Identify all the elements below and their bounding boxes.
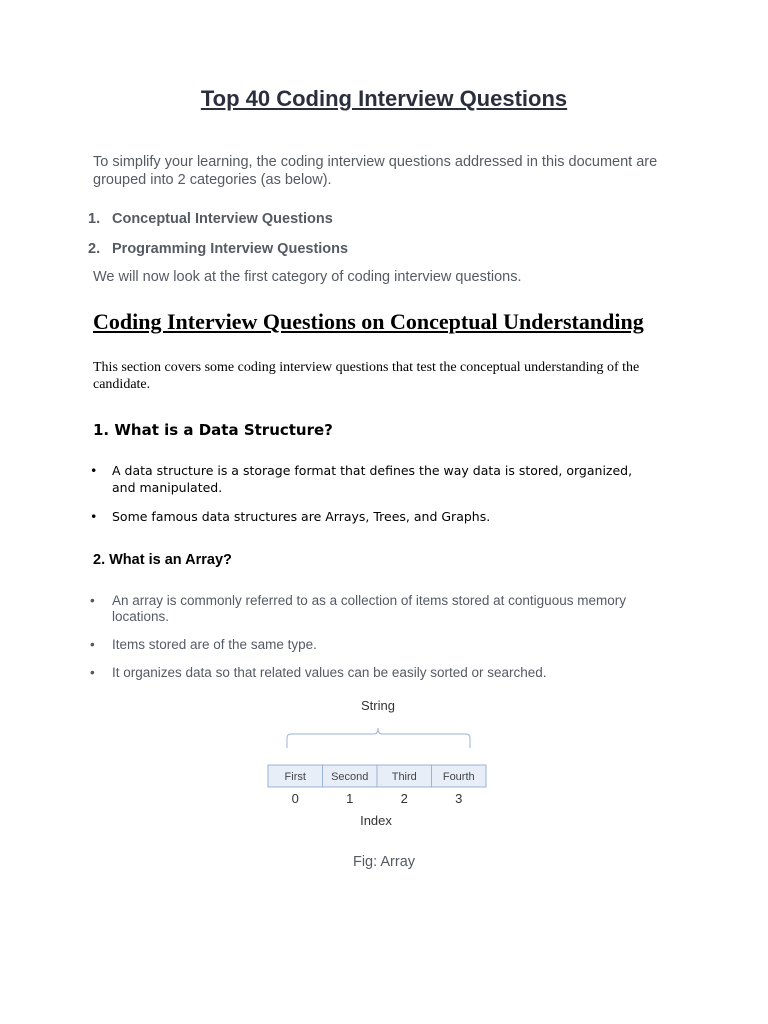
bullet-text: It organizes data so that related values can be easily sorted or searched. (112, 665, 547, 680)
bullet-icon: • (90, 637, 95, 652)
bullet-text: An array is commonly referred to as a collection of items stored at contiguous memory locations. (112, 593, 626, 624)
array-index: 3 (455, 791, 463, 806)
array-cell-label: First (284, 771, 306, 783)
bullet-list (90, 462, 650, 537)
bullet-text: A data structure is a storage format that defines the way data is stored, organized, and manipulated. (112, 463, 633, 495)
array-index: 1 (346, 791, 354, 806)
string-label: String (361, 698, 395, 713)
array-index: 2 (400, 791, 408, 806)
bullet-icon: • (90, 463, 98, 478)
section-intro: This section covers some coding interview questions that test the conceptual understanding of the candidate. (93, 360, 640, 392)
curly-brace (287, 728, 470, 748)
bullet-text: Items stored are of the same type. (112, 637, 317, 652)
category-label: Conceptual Interview Questions (112, 211, 333, 227)
intro-paragraph: To simplify your learning, the coding interview questions addressed in this document are grouped into 2 categories (as below). (93, 154, 658, 188)
question-heading: 2. What is an Array? (93, 552, 232, 568)
bullet-item (90, 665, 650, 681)
bullet-item (90, 462, 650, 496)
category-list (88, 210, 348, 270)
followup-paragraph: We will now look at the first category of coding interview questions. (93, 269, 522, 285)
index-label: Index (360, 813, 392, 828)
bullet-icon: • (90, 509, 98, 524)
bullet-text: Some famous data structures are Arrays, Trees, and Graphs. (112, 509, 491, 524)
category-number: 1. (88, 211, 101, 227)
bullet-item (90, 508, 650, 525)
bullet-list (90, 593, 650, 693)
category-label: Programming Interview Questions (112, 241, 349, 257)
bullet-icon: • (90, 665, 95, 680)
bullet-icon: • (90, 593, 95, 608)
array-cell-label: Third (391, 771, 417, 783)
category-item (88, 210, 348, 240)
question-heading: 1. What is a Data Structure? (93, 421, 333, 439)
section-heading: Coding Interview Questions on Conceptual Understanding (93, 309, 644, 334)
array-cell-label: Fourth (442, 771, 475, 783)
category-item (88, 240, 348, 270)
array-index: 0 (291, 791, 299, 806)
figure-caption: Fig: Array (352, 854, 416, 870)
document-title: Top 40 Coding Interview Questions (200, 86, 568, 111)
array-diagram (260, 692, 500, 837)
bullet-item (90, 593, 650, 625)
bullet-item (90, 637, 650, 653)
category-number: 2. (88, 241, 101, 257)
array-cell-label: Second (331, 771, 369, 783)
